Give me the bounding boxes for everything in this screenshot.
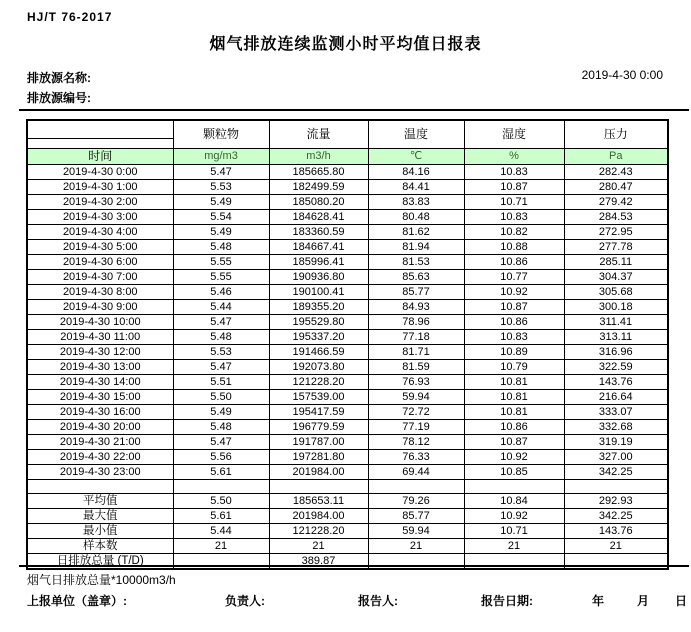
day-label: 日 xyxy=(675,594,688,608)
summary-particulate: 5.50 xyxy=(173,494,269,509)
time-cell: 2019-4-30 11:00 xyxy=(27,330,173,345)
time-cell: 2019-4-30 1:00 xyxy=(27,180,173,195)
summary-label: 最小值 xyxy=(27,524,173,539)
humidity-cell: 10.71 xyxy=(464,195,564,210)
pressure-cell: 282.43 xyxy=(564,165,668,180)
particulate-cell: 5.49 xyxy=(173,405,269,420)
time-cell: 2019-4-30 15:00 xyxy=(27,390,173,405)
flow-cell: 191466.59 xyxy=(269,345,368,360)
page-title: 烟气排放连续监测小时平均值日报表 xyxy=(209,36,482,53)
data-row xyxy=(27,420,668,435)
humidity-cell: 10.92 xyxy=(464,450,564,465)
summary-row xyxy=(27,524,668,539)
source-name-label: 排放源名称: xyxy=(27,71,91,85)
pressure-cell: 332.68 xyxy=(564,420,668,435)
particulate-cell: 5.46 xyxy=(173,285,269,300)
pressure-cell: 285.11 xyxy=(564,255,668,270)
summary-pressure: 21 xyxy=(564,539,668,554)
particulate-cell: 5.53 xyxy=(173,345,269,360)
data-row xyxy=(27,465,668,480)
flow-cell: 185080.20 xyxy=(269,195,368,210)
spacer-row xyxy=(27,480,668,494)
summary-row xyxy=(27,539,668,554)
time-cell: 2019-4-30 10:00 xyxy=(27,315,173,330)
time-cell: 2019-4-30 5:00 xyxy=(27,240,173,255)
flow-cell: 185665.80 xyxy=(269,165,368,180)
pressure-cell: 279.42 xyxy=(564,195,668,210)
temperature-cell: 84.93 xyxy=(368,300,464,315)
unit-flow: m3/h xyxy=(269,149,368,165)
summary-particulate: 5.44 xyxy=(173,524,269,539)
data-row xyxy=(27,405,668,420)
summary-row xyxy=(27,494,668,509)
time-cell: 2019-4-30 22:00 xyxy=(27,450,173,465)
temperature-cell: 72.72 xyxy=(368,405,464,420)
pressure-cell: 304.37 xyxy=(564,270,668,285)
unit-pressure: Pa xyxy=(564,149,668,165)
summary-pressure: 143.76 xyxy=(564,524,668,539)
humidity-cell: 10.92 xyxy=(464,285,564,300)
particulate-cell: 5.47 xyxy=(173,435,269,450)
flow-cell: 191787.00 xyxy=(269,435,368,450)
particulate-cell: 5.61 xyxy=(173,465,269,480)
particulate-cell: 5.47 xyxy=(173,360,269,375)
data-row xyxy=(27,435,668,450)
temperature-cell: 81.71 xyxy=(368,345,464,360)
pressure-cell: 333.07 xyxy=(564,405,668,420)
time-cell: 2019-4-30 21:00 xyxy=(27,435,173,450)
humidity-cell: 10.83 xyxy=(464,330,564,345)
data-row xyxy=(27,450,668,465)
summary-flow: 21 xyxy=(269,539,368,554)
particulate-cell: 5.54 xyxy=(173,210,269,225)
humidity-cell: 10.87 xyxy=(464,180,564,195)
data-row xyxy=(27,255,668,270)
temperature-cell: 84.41 xyxy=(368,180,464,195)
pressure-cell: 313.11 xyxy=(564,330,668,345)
unit-humidity: % xyxy=(464,149,564,165)
data-row xyxy=(27,330,668,345)
summary-humidity: 10.92 xyxy=(464,509,564,524)
parameter-header-row xyxy=(27,120,668,139)
data-row xyxy=(27,225,668,240)
particulate-cell: 5.47 xyxy=(173,165,269,180)
flow-cell: 190100.41 xyxy=(269,285,368,300)
source-code-label: 排放源编号: xyxy=(27,91,91,105)
pressure-cell: 316.96 xyxy=(564,345,668,360)
time-cell: 2019-4-30 13:00 xyxy=(27,360,173,375)
report-datetime: 2019-4-30 0:00 xyxy=(581,68,663,82)
summary-flow: 121228.20 xyxy=(269,524,368,539)
particulate-cell: 5.44 xyxy=(173,300,269,315)
temperature-cell: 76.93 xyxy=(368,375,464,390)
unit-temperature: ℃ xyxy=(368,149,464,165)
year-label: 年 xyxy=(592,594,605,608)
data-row xyxy=(27,165,668,180)
temperature-cell: 81.59 xyxy=(368,360,464,375)
bottom-divider xyxy=(19,565,689,567)
time-cell: 2019-4-30 7:00 xyxy=(27,270,173,285)
column-header-humidity: 湿度 xyxy=(464,120,564,149)
humidity-cell: 10.83 xyxy=(464,165,564,180)
pressure-cell: 284.53 xyxy=(564,210,668,225)
pressure-cell: 311.41 xyxy=(564,315,668,330)
data-row xyxy=(27,285,668,300)
time-cell: 2019-4-30 16:00 xyxy=(27,405,173,420)
summary-pressure: 342.25 xyxy=(564,509,668,524)
time-cell: 2019-4-30 20:00 xyxy=(27,420,173,435)
summary-pressure: 292.93 xyxy=(564,494,668,509)
particulate-cell: 5.53 xyxy=(173,180,269,195)
flow-unit-note: 烟气日排放总量*10000m3/h xyxy=(27,573,176,587)
data-row xyxy=(27,315,668,330)
humidity-cell: 10.82 xyxy=(464,225,564,240)
data-row xyxy=(27,195,668,210)
temperature-cell: 85.77 xyxy=(368,285,464,300)
summary-humidity: 10.71 xyxy=(464,524,564,539)
header-spacer-top xyxy=(27,120,173,139)
time-cell: 2019-4-30 0:00 xyxy=(27,165,173,180)
temperature-cell: 81.94 xyxy=(368,240,464,255)
data-row xyxy=(27,180,668,195)
particulate-cell: 5.55 xyxy=(173,270,269,285)
time-cell: 2019-4-30 14:00 xyxy=(27,375,173,390)
temperature-cell: 77.18 xyxy=(368,330,464,345)
time-column-header: 时间 xyxy=(27,149,173,165)
data-row xyxy=(27,240,668,255)
summary-temperature: 59.94 xyxy=(368,524,464,539)
column-header-temperature: 温度 xyxy=(368,120,464,149)
temperature-cell: 81.53 xyxy=(368,255,464,270)
flow-cell: 195417.59 xyxy=(269,405,368,420)
flow-cell: 185996.41 xyxy=(269,255,368,270)
humidity-cell: 10.88 xyxy=(464,240,564,255)
report-unit-label: 上报单位（盖章）: xyxy=(27,594,127,608)
pressure-cell: 216.64 xyxy=(564,390,668,405)
pressure-cell: 319.19 xyxy=(564,435,668,450)
flow-cell: 201984.00 xyxy=(269,465,368,480)
daily-total-flow: 389.87 xyxy=(269,554,368,570)
time-cell: 2019-4-30 6:00 xyxy=(27,255,173,270)
pressure-cell: 280.47 xyxy=(564,180,668,195)
particulate-cell: 5.48 xyxy=(173,420,269,435)
time-cell: 2019-4-30 9:00 xyxy=(27,300,173,315)
flow-cell: 195337.20 xyxy=(269,330,368,345)
monitoring-table xyxy=(26,119,669,570)
header-spacer-bottom xyxy=(27,139,173,149)
summary-humidity: 21 xyxy=(464,539,564,554)
data-row xyxy=(27,390,668,405)
standard-number: HJ/T 76-2017 xyxy=(27,10,113,24)
flow-cell: 195529.80 xyxy=(269,315,368,330)
report-date-label: 报告日期: xyxy=(481,594,533,608)
humidity-cell: 10.81 xyxy=(464,375,564,390)
data-row xyxy=(27,345,668,360)
unit-particulate: mg/m3 xyxy=(173,149,269,165)
summary-temperature: 21 xyxy=(368,539,464,554)
pressure-cell: 322.59 xyxy=(564,360,668,375)
summary-flow: 201984.00 xyxy=(269,509,368,524)
time-cell: 2019-4-30 23:00 xyxy=(27,465,173,480)
summary-label: 平均值 xyxy=(27,494,173,509)
humidity-cell: 10.85 xyxy=(464,465,564,480)
flow-cell: 121228.20 xyxy=(269,375,368,390)
responsible-label: 负责人: xyxy=(225,594,265,608)
flow-cell: 184628.41 xyxy=(269,210,368,225)
humidity-cell: 10.77 xyxy=(464,270,564,285)
summary-row xyxy=(27,509,668,524)
humidity-cell: 10.87 xyxy=(464,435,564,450)
pressure-cell: 305.68 xyxy=(564,285,668,300)
flow-cell: 157539.00 xyxy=(269,390,368,405)
pressure-cell: 342.25 xyxy=(564,465,668,480)
column-header-particulate: 颗粒物 xyxy=(173,120,269,149)
temperature-cell: 76.33 xyxy=(368,450,464,465)
time-cell: 2019-4-30 4:00 xyxy=(27,225,173,240)
top-divider xyxy=(19,109,689,111)
particulate-cell: 5.47 xyxy=(173,315,269,330)
particulate-cell: 5.56 xyxy=(173,450,269,465)
summary-flow: 185653.11 xyxy=(269,494,368,509)
pressure-cell: 327.00 xyxy=(564,450,668,465)
humidity-cell: 10.89 xyxy=(464,345,564,360)
data-row xyxy=(27,300,668,315)
month-label: 月 xyxy=(637,594,650,608)
particulate-cell: 5.48 xyxy=(173,240,269,255)
humidity-cell: 10.86 xyxy=(464,420,564,435)
humidity-cell: 10.79 xyxy=(464,360,564,375)
column-header-flow: 流量 xyxy=(269,120,368,149)
pressure-cell: 277.78 xyxy=(564,240,668,255)
pressure-cell: 272.95 xyxy=(564,225,668,240)
pressure-cell: 300.18 xyxy=(564,300,668,315)
daily-total-label: 日排放总量 (T/D) xyxy=(27,554,173,570)
temperature-cell: 84.16 xyxy=(368,165,464,180)
pressure-cell: 143.76 xyxy=(564,375,668,390)
reporter-label: 报告人: xyxy=(358,594,398,608)
summary-particulate: 5.61 xyxy=(173,509,269,524)
humidity-cell: 10.86 xyxy=(464,255,564,270)
flow-cell: 182499.59 xyxy=(269,180,368,195)
particulate-cell: 5.48 xyxy=(173,330,269,345)
humidity-cell: 10.86 xyxy=(464,315,564,330)
time-cell: 2019-4-30 3:00 xyxy=(27,210,173,225)
flow-cell: 190936.80 xyxy=(269,270,368,285)
data-row xyxy=(27,375,668,390)
temperature-cell: 80.48 xyxy=(368,210,464,225)
summary-temperature: 85.77 xyxy=(368,509,464,524)
humidity-cell: 10.81 xyxy=(464,390,564,405)
flow-cell: 197281.80 xyxy=(269,450,368,465)
temperature-cell: 59.94 xyxy=(368,390,464,405)
flow-cell: 189355.20 xyxy=(269,300,368,315)
time-cell: 2019-4-30 12:00 xyxy=(27,345,173,360)
particulate-cell: 5.49 xyxy=(173,225,269,240)
particulate-cell: 5.51 xyxy=(173,375,269,390)
data-row xyxy=(27,270,668,285)
particulate-cell: 5.55 xyxy=(173,255,269,270)
data-row xyxy=(27,210,668,225)
flow-cell: 192073.80 xyxy=(269,360,368,375)
time-cell: 2019-4-30 2:00 xyxy=(27,195,173,210)
temperature-cell: 85.63 xyxy=(368,270,464,285)
summary-label: 最大值 xyxy=(27,509,173,524)
humidity-cell: 10.83 xyxy=(464,210,564,225)
flow-cell: 183360.59 xyxy=(269,225,368,240)
humidity-cell: 10.87 xyxy=(464,300,564,315)
summary-humidity: 10.84 xyxy=(464,494,564,509)
flow-cell: 184667.41 xyxy=(269,240,368,255)
temperature-cell: 81.62 xyxy=(368,225,464,240)
summary-particulate: 21 xyxy=(173,539,269,554)
column-header-pressure: 压力 xyxy=(564,120,668,149)
humidity-cell: 10.81 xyxy=(464,405,564,420)
temperature-cell: 83.83 xyxy=(368,195,464,210)
particulate-cell: 5.50 xyxy=(173,390,269,405)
summary-label: 样本数 xyxy=(27,539,173,554)
temperature-cell: 78.12 xyxy=(368,435,464,450)
summary-temperature: 79.26 xyxy=(368,494,464,509)
particulate-cell: 5.49 xyxy=(173,195,269,210)
flow-cell: 196779.59 xyxy=(269,420,368,435)
temperature-cell: 78.96 xyxy=(368,315,464,330)
time-cell: 2019-4-30 8:00 xyxy=(27,285,173,300)
temperature-cell: 69.44 xyxy=(368,465,464,480)
units-header-row xyxy=(27,149,668,165)
data-row xyxy=(27,360,668,375)
temperature-cell: 77.19 xyxy=(368,420,464,435)
